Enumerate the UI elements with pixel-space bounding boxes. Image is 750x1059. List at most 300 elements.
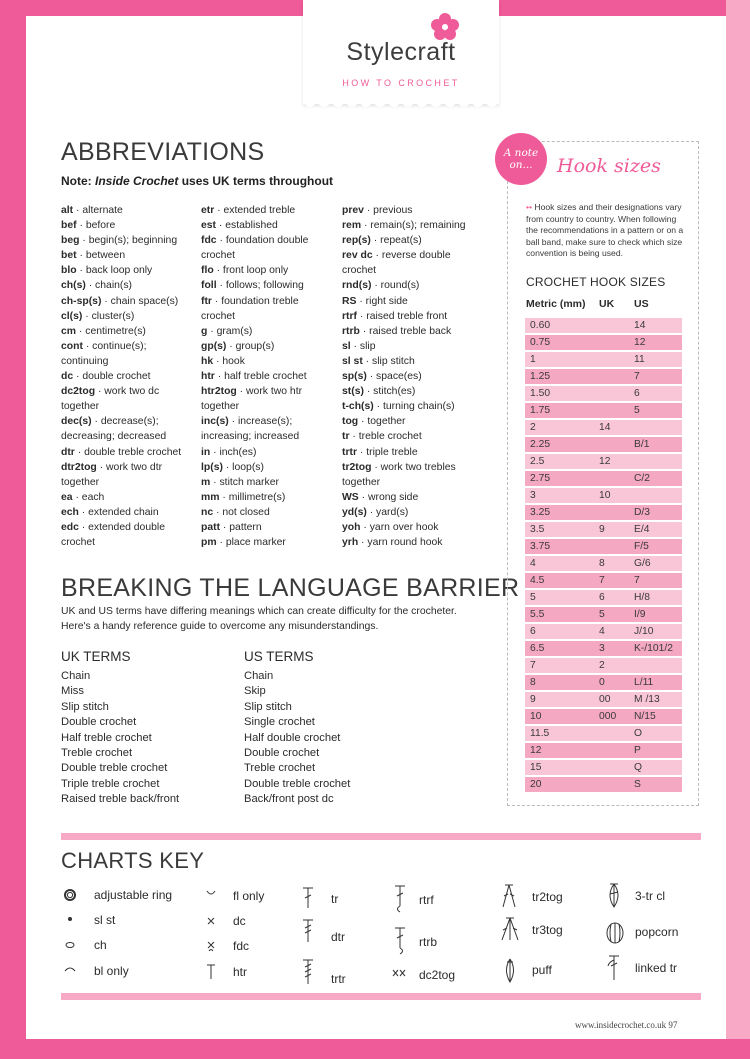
trtr-icon bbox=[301, 958, 315, 986]
abbreviation-definition: · extended chain bbox=[78, 506, 159, 518]
hook-cell-m: 1.50 bbox=[530, 387, 551, 399]
hook-cell-m: 2 bbox=[530, 421, 536, 433]
key-tr: tr bbox=[331, 892, 339, 906]
hook-table-row bbox=[525, 607, 682, 622]
abbreviation-definition: · before bbox=[76, 220, 116, 232]
term-item: Slip stitch bbox=[244, 700, 292, 713]
abbreviation-term: gp(s) bbox=[201, 340, 227, 352]
hook-table-row bbox=[525, 437, 682, 452]
hook-cell-u: 6 bbox=[599, 591, 605, 603]
abbreviation-entry bbox=[342, 248, 482, 263]
abbreviation-term: edc bbox=[61, 521, 79, 533]
abbreviation-term: prev bbox=[342, 205, 364, 216]
abbreviation-entry bbox=[342, 490, 482, 505]
abbreviation-entry bbox=[61, 445, 201, 460]
hook-col-metric: Metric (mm) bbox=[526, 298, 586, 310]
hook-cell-s: 5 bbox=[634, 404, 640, 416]
abbreviation-definition: together bbox=[61, 476, 100, 488]
abbreviation-term: trtr bbox=[342, 446, 358, 458]
term-item: Single crochet bbox=[244, 716, 315, 729]
key-dc: dc bbox=[233, 914, 246, 928]
hook-table-row bbox=[525, 692, 682, 707]
abbreviation-term: inc(s) bbox=[201, 416, 229, 428]
brand-tagline: HOW TO CROCHET bbox=[342, 78, 460, 88]
hook-cell-s: F/5 bbox=[634, 540, 649, 552]
abbreviation-entry bbox=[201, 414, 343, 429]
hook-table-row bbox=[525, 658, 682, 673]
abbreviation-definition: · work two dtr bbox=[96, 461, 163, 473]
brand-name: Stylecraft bbox=[346, 38, 456, 66]
abbreviation-term: fdc bbox=[201, 235, 217, 247]
abbreviation-definition: · extended treble bbox=[214, 205, 296, 216]
abbreviation-entry bbox=[201, 535, 343, 550]
us-terms-list bbox=[244, 669, 350, 808]
abbreviation-term: in bbox=[201, 446, 211, 458]
abbreviation-term: ch(s) bbox=[61, 280, 86, 292]
abbreviation-definition: · together bbox=[358, 416, 406, 428]
hook-cell-u: 4 bbox=[599, 625, 605, 637]
hook-table-row bbox=[525, 624, 682, 639]
hook-cell-m: 6.5 bbox=[530, 642, 545, 654]
divider-top bbox=[61, 833, 701, 840]
abbreviation-entry bbox=[342, 399, 482, 414]
abbreviation-definition: · half treble crochet bbox=[214, 371, 307, 383]
term-item: Treble crochet bbox=[61, 747, 133, 760]
key-tr3tog: tr3tog bbox=[532, 923, 563, 937]
abbreviation-entry bbox=[201, 309, 343, 324]
abbreviation-definition: · decrease(s); bbox=[91, 416, 159, 428]
hook-cell-u: 00 bbox=[599, 693, 611, 705]
abbreviation-definition: · gram(s) bbox=[207, 325, 253, 337]
hook-sizes-title: Hook sizes bbox=[557, 155, 661, 177]
abbreviation-entry bbox=[342, 218, 482, 233]
abbreviation-term: g bbox=[201, 325, 208, 337]
abbreviation-entry bbox=[201, 203, 343, 218]
hook-cell-u: 8 bbox=[599, 557, 605, 569]
hook-cell-s: D/3 bbox=[634, 506, 651, 518]
term-item: Half double crochet bbox=[244, 731, 341, 744]
abbreviation-definition: · yarn over hook bbox=[360, 521, 439, 533]
sl-st-icon bbox=[66, 915, 74, 923]
hook-table-row bbox=[525, 335, 682, 350]
abbreviation-entry bbox=[61, 233, 201, 248]
hook-table-row bbox=[525, 709, 682, 724]
hook-table-row bbox=[525, 369, 682, 384]
hook-cell-m: 2.75 bbox=[530, 472, 551, 484]
abbreviation-entry bbox=[342, 263, 482, 278]
popcorn-icon bbox=[604, 918, 626, 946]
term-item: Triple treble crochet bbox=[61, 777, 160, 790]
abbreviation-entry bbox=[342, 535, 482, 550]
abbreviation-definition: · foundation treble bbox=[211, 295, 299, 307]
abbreviation-definition: · pattern bbox=[220, 521, 262, 533]
3-tr-cl-icon bbox=[604, 882, 624, 910]
hook-cell-u: 14 bbox=[599, 421, 611, 433]
hook-cell-u: 000 bbox=[599, 710, 617, 722]
key-dc2tog: dc2tog bbox=[419, 968, 456, 982]
abbreviation-term: ftr bbox=[201, 295, 212, 307]
abbreviation-definition: · treble crochet bbox=[349, 431, 422, 443]
abbreviation-definition: · turning chain(s) bbox=[373, 401, 455, 413]
hook-cell-s: 12 bbox=[634, 336, 646, 348]
abbreviation-definition: · raised treble front bbox=[357, 310, 448, 322]
term-item: Treble crochet bbox=[244, 762, 316, 775]
abbreviation-definition: crochet bbox=[61, 537, 96, 549]
abbreviation-entry bbox=[342, 203, 482, 218]
key-sl-st: sl st bbox=[94, 913, 116, 927]
abbreviation-entry bbox=[201, 263, 343, 278]
key-bl-only: bl only bbox=[94, 964, 129, 978]
hook-cell-s: C/2 bbox=[634, 472, 651, 484]
hook-table-row bbox=[525, 777, 682, 792]
hook-cell-m: 9 bbox=[530, 693, 536, 705]
abbreviation-entry bbox=[201, 490, 343, 505]
hook-cell-s: I/9 bbox=[634, 608, 646, 620]
abbreviation-entry bbox=[201, 429, 343, 444]
abbreviation-entry bbox=[61, 203, 201, 218]
abbreviation-term: alt bbox=[61, 205, 74, 216]
abbreviation-term: blo bbox=[61, 265, 77, 277]
abbreviation-term: sl st bbox=[342, 355, 363, 367]
abbreviation-entry bbox=[342, 278, 482, 293]
abbreviation-entry bbox=[61, 475, 201, 490]
hook-cell-s: O bbox=[634, 727, 643, 739]
abbreviation-entry bbox=[61, 535, 201, 550]
abbreviation-entry bbox=[342, 309, 482, 324]
abbreviation-entry bbox=[201, 384, 343, 399]
key-tr2tog: tr2tog bbox=[532, 890, 563, 904]
dtr-icon bbox=[301, 918, 315, 944]
abbreviation-entry bbox=[342, 520, 482, 535]
hook-cell-u: 12 bbox=[599, 455, 611, 467]
term-item: Miss bbox=[61, 685, 84, 698]
hook-cell-u: 0 bbox=[599, 676, 605, 688]
language-intro: UK and US terms have differing meanings which can create difficulty for the crocheter. Here's a handy reference guide to overcome any misunderstandings. bbox=[61, 606, 457, 632]
abbreviation-definition: crochet bbox=[342, 265, 377, 277]
abbreviation-term: rem bbox=[342, 220, 362, 232]
abbreviation-entry bbox=[342, 505, 482, 520]
abbreviation-term: ech bbox=[61, 506, 79, 518]
term-item: Chain bbox=[244, 670, 274, 682]
hook-table-row bbox=[525, 641, 682, 656]
abbreviation-term: cont bbox=[61, 340, 83, 352]
hook-cell-s: 7 bbox=[634, 370, 640, 382]
hook-sizes-note: •• Hook sizes and their designations vary from country to country. When following the recommendations in a pattern or on a ball band, make sure to check which size convention is being used. bbox=[526, 202, 684, 259]
hook-table-row bbox=[525, 352, 682, 367]
abbreviations-note: Note: Inside Crochet uses UK terms throughout bbox=[61, 174, 334, 188]
abbreviation-entry bbox=[61, 218, 201, 233]
hook-cell-s: 11 bbox=[634, 353, 645, 365]
term-item: Double crochet bbox=[61, 716, 137, 729]
abbreviation-definition: · round(s) bbox=[371, 280, 420, 292]
key-rtrf: rtrf bbox=[419, 893, 434, 907]
hook-cell-s: S bbox=[634, 778, 641, 790]
abbreviation-entry bbox=[201, 278, 343, 293]
abbreviation-entry bbox=[342, 475, 482, 490]
abbreviation-term: cm bbox=[61, 325, 77, 337]
abbreviation-term: flo bbox=[201, 265, 214, 277]
abbreviation-term: bet bbox=[61, 250, 77, 262]
abbreviation-term: rev dc bbox=[342, 250, 373, 262]
abbreviation-term: tog bbox=[342, 416, 359, 428]
bl-only-icon bbox=[63, 965, 77, 973]
hook-cell-m: 3.75 bbox=[530, 540, 551, 552]
abbreviation-term: mm bbox=[201, 491, 220, 503]
hook-cell-m: 5 bbox=[530, 591, 536, 603]
tr2tog-icon bbox=[500, 883, 518, 909]
abbreviation-term: ch-sp(s) bbox=[61, 295, 102, 307]
hook-cell-s: P bbox=[634, 744, 641, 756]
abbreviation-definition: · slip bbox=[350, 340, 376, 352]
abbreviation-entry bbox=[342, 294, 482, 309]
abbreviation-definition: crochet bbox=[201, 250, 236, 262]
term-item: Skip bbox=[244, 685, 266, 698]
hook-table-row bbox=[525, 726, 682, 741]
hook-cell-s: E/4 bbox=[634, 523, 650, 535]
abbreviations-title: ABBREVIATIONS bbox=[61, 138, 265, 166]
key-fl-only: fl only bbox=[233, 889, 265, 903]
abbreviation-term: htr2tog bbox=[201, 386, 237, 398]
abbreviation-term: yd(s) bbox=[342, 506, 367, 518]
abbreviation-definition: · double treble crochet bbox=[74, 446, 182, 458]
hook-cell-m: 2.25 bbox=[530, 438, 551, 450]
key-fdc: fdc bbox=[233, 939, 250, 953]
us-terms-heading: US TERMS bbox=[244, 649, 314, 664]
hook-cell-s: 6 bbox=[634, 387, 640, 399]
abbreviation-term: yrh bbox=[342, 537, 359, 549]
abbreviation-definition: · repeat(s) bbox=[370, 235, 422, 247]
abbreviation-entry bbox=[61, 324, 201, 339]
abbreviation-term: pm bbox=[201, 537, 217, 549]
tr-icon bbox=[301, 886, 315, 910]
abbreviation-definition: · increase(s); bbox=[228, 416, 293, 428]
htr-icon bbox=[205, 963, 217, 981]
abbreviation-definition: · front loop only bbox=[213, 265, 289, 277]
abbreviation-definition: · established bbox=[216, 220, 278, 232]
key-popcorn: popcorn bbox=[635, 925, 679, 939]
hook-table-rows bbox=[525, 318, 682, 794]
key-dtr: dtr bbox=[331, 930, 346, 944]
abbreviation-entry bbox=[61, 369, 201, 384]
hook-cell-m: 6 bbox=[530, 625, 536, 637]
abbreviation-term: beg bbox=[61, 235, 80, 247]
abbreviation-definition: · cluster(s) bbox=[82, 310, 135, 322]
frame-right bbox=[726, 0, 750, 1059]
abbreviation-term: lp(s) bbox=[201, 461, 223, 473]
key-htr: htr bbox=[233, 965, 248, 979]
hook-cell-m: 15 bbox=[530, 761, 542, 773]
abbreviation-definition: · wrong side bbox=[358, 491, 419, 503]
linked-tr-icon bbox=[605, 954, 623, 982]
abbreviation-entry bbox=[61, 490, 201, 505]
hook-col-us: US bbox=[634, 298, 649, 310]
abbreviation-definition: · millimetre(s) bbox=[219, 491, 286, 503]
abbreviation-entry bbox=[61, 429, 201, 444]
frame-bottom bbox=[0, 1039, 750, 1059]
term-item: Double treble crochet bbox=[61, 762, 168, 775]
frame-left bbox=[0, 0, 26, 1059]
abbreviation-entry bbox=[61, 294, 201, 309]
abbreviation-entry bbox=[201, 324, 343, 339]
hook-cell-m: 7 bbox=[530, 659, 536, 671]
uk-terms-list bbox=[61, 669, 179, 808]
hook-cell-m: 4 bbox=[530, 557, 536, 569]
abbreviation-term: sl bbox=[342, 340, 351, 352]
abbreviation-definition: · back loop only bbox=[76, 265, 153, 277]
abbreviation-term: hk bbox=[201, 355, 214, 367]
hook-cell-s: 7 bbox=[634, 574, 640, 586]
hook-cell-m: 3 bbox=[530, 489, 536, 501]
abbreviation-definition: · centimetre(s) bbox=[76, 325, 146, 337]
a-note-on-badge: A note on... bbox=[495, 133, 547, 185]
abbreviation-term: patt bbox=[201, 521, 221, 533]
hook-cell-m: 1.25 bbox=[530, 370, 551, 382]
abbreviation-definition: · follows; following bbox=[216, 280, 304, 292]
abbreviation-entry bbox=[201, 369, 343, 384]
hook-cell-m: 3.5 bbox=[530, 523, 545, 535]
abbreviations-column-3 bbox=[342, 203, 482, 550]
abbreviation-term: WS bbox=[342, 491, 359, 503]
hook-cell-s: M /13 bbox=[634, 693, 660, 705]
abbreviation-entry bbox=[342, 339, 482, 354]
abbreviation-entry bbox=[61, 263, 201, 278]
abbreviation-term: est bbox=[201, 220, 217, 232]
abbreviation-entry bbox=[201, 505, 343, 520]
hook-table-row bbox=[525, 590, 682, 605]
abbreviation-definition: · work two htr bbox=[236, 386, 303, 398]
abbreviation-entry bbox=[342, 369, 482, 384]
abbreviation-entry bbox=[61, 278, 201, 293]
abbreviation-definition: · triple treble bbox=[357, 446, 418, 458]
abbreviation-entry bbox=[342, 414, 482, 429]
hook-cell-s: Q bbox=[634, 761, 643, 773]
hook-table-row bbox=[525, 420, 682, 435]
abbreviation-definition: crochet bbox=[201, 310, 236, 322]
hook-cell-u: 2 bbox=[599, 659, 605, 671]
term-item: Half treble crochet bbox=[61, 731, 152, 744]
key-linked-tr: linked tr bbox=[635, 961, 678, 975]
dc-icon bbox=[206, 916, 216, 926]
abbreviation-definition: · double crochet bbox=[73, 371, 151, 383]
abbreviation-definition: · place marker bbox=[216, 537, 286, 549]
abbreviation-entry bbox=[61, 505, 201, 520]
hook-table-row bbox=[525, 573, 682, 588]
key-ch: ch bbox=[94, 938, 107, 952]
abbreviation-term: rep(s) bbox=[342, 235, 371, 247]
abbreviation-entry bbox=[61, 414, 201, 429]
abbreviation-term: cl(s) bbox=[61, 310, 83, 322]
term-item: Chain bbox=[61, 670, 91, 682]
hook-table-row bbox=[525, 556, 682, 571]
hook-table-row bbox=[525, 318, 682, 333]
term-item: Raised treble back/front bbox=[61, 793, 180, 806]
hook-cell-m: 11.5 bbox=[530, 727, 550, 739]
abbreviation-entry bbox=[342, 445, 482, 460]
abbreviation-entry bbox=[61, 309, 201, 324]
abbreviation-definition: · group(s) bbox=[226, 340, 275, 352]
abbreviation-term: dtr bbox=[61, 446, 75, 458]
abbreviation-entry bbox=[61, 354, 201, 369]
abbreviation-term: dtr2tog bbox=[61, 461, 97, 473]
term-item: Double crochet bbox=[244, 747, 320, 760]
abbreviation-definition: · chain space(s) bbox=[101, 295, 179, 307]
abbreviation-definition: · remain(s); remaining bbox=[361, 220, 466, 232]
fl-only-icon bbox=[205, 889, 217, 897]
abbreviation-term: htr bbox=[201, 371, 215, 383]
key-trtr: trtr bbox=[331, 972, 346, 986]
abbreviation-entry bbox=[61, 520, 201, 535]
abbreviation-entry bbox=[201, 339, 343, 354]
abbreviation-definition: · slip stitch bbox=[362, 355, 415, 367]
hook-cell-u: 5 bbox=[599, 608, 605, 620]
hook-cell-s: H/8 bbox=[634, 591, 651, 603]
hook-cell-s: J/10 bbox=[634, 625, 654, 637]
hook-cell-u: 7 bbox=[599, 574, 605, 586]
abbreviation-entry bbox=[201, 354, 343, 369]
abbreviation-term: dc bbox=[61, 371, 74, 383]
hook-cell-m: 8 bbox=[530, 676, 536, 688]
abbreviation-entry bbox=[342, 460, 482, 475]
wave-edge bbox=[303, 102, 499, 112]
abbreviation-term: bef bbox=[61, 220, 77, 232]
abbreviation-definition: decreasing; decreased bbox=[61, 431, 167, 443]
abbreviation-definition: increasing; increased bbox=[201, 431, 300, 443]
abbreviation-definition: · begin(s); beginning bbox=[79, 235, 178, 247]
abbreviation-definition: · raised treble back bbox=[359, 325, 452, 337]
abbreviation-term: dec(s) bbox=[61, 416, 92, 428]
page-footer bbox=[575, 1020, 677, 1030]
hook-cell-s: N/15 bbox=[634, 710, 656, 722]
abbreviation-entry bbox=[201, 445, 343, 460]
abbreviation-definition: · work two dc bbox=[95, 386, 160, 398]
hook-cell-m: 1.75 bbox=[530, 404, 551, 416]
hook-cell-m: 10 bbox=[530, 710, 542, 722]
hook-cell-m: 0.75 bbox=[530, 336, 551, 348]
ch-icon bbox=[64, 941, 76, 949]
hook-table-title: CROCHET HOOK SIZES bbox=[526, 275, 666, 289]
hook-cell-s: L/11 bbox=[634, 676, 654, 688]
abbreviation-entry bbox=[342, 233, 482, 248]
hook-table-row bbox=[525, 743, 682, 758]
key-3-tr-cl: 3-tr cl bbox=[635, 889, 665, 903]
hook-col-uk: UK bbox=[599, 298, 615, 310]
abbreviation-definition: together bbox=[61, 401, 100, 413]
hook-cell-m: 3.25 bbox=[530, 506, 551, 518]
abbreviations-column-1 bbox=[61, 203, 201, 550]
hook-table-row bbox=[525, 505, 682, 520]
abbreviation-definition: · stitch(es) bbox=[363, 386, 416, 398]
abbreviation-definition: · continue(s); bbox=[82, 340, 147, 352]
language-title: BREAKING THE LANGUAGE BARRIER bbox=[61, 574, 520, 602]
uk-terms-heading: UK TERMS bbox=[61, 649, 131, 664]
term-item: Double treble crochet bbox=[244, 777, 351, 790]
abbreviation-definition: · foundation double bbox=[216, 235, 309, 247]
abbreviation-term: st(s) bbox=[342, 386, 364, 398]
abbreviation-term: sp(s) bbox=[342, 371, 367, 383]
abbreviation-definition: · yarn round hook bbox=[358, 537, 443, 549]
hook-cell-m: 1 bbox=[530, 353, 536, 365]
abbreviation-definition: · inch(es) bbox=[210, 446, 257, 458]
abbreviation-term: RS bbox=[342, 295, 357, 307]
hook-table-row bbox=[525, 471, 682, 486]
abbreviations-column-2 bbox=[201, 203, 343, 550]
abbreviation-entry bbox=[201, 520, 343, 535]
tr3tog-icon bbox=[499, 916, 521, 942]
term-item: Back/front post dc bbox=[244, 793, 334, 806]
footer-url[interactable]: www.insidecrochet.co.uk bbox=[575, 1020, 667, 1030]
hook-cell-m: 0.60 bbox=[530, 320, 551, 331]
abbreviation-definition: · loop(s) bbox=[222, 461, 264, 473]
